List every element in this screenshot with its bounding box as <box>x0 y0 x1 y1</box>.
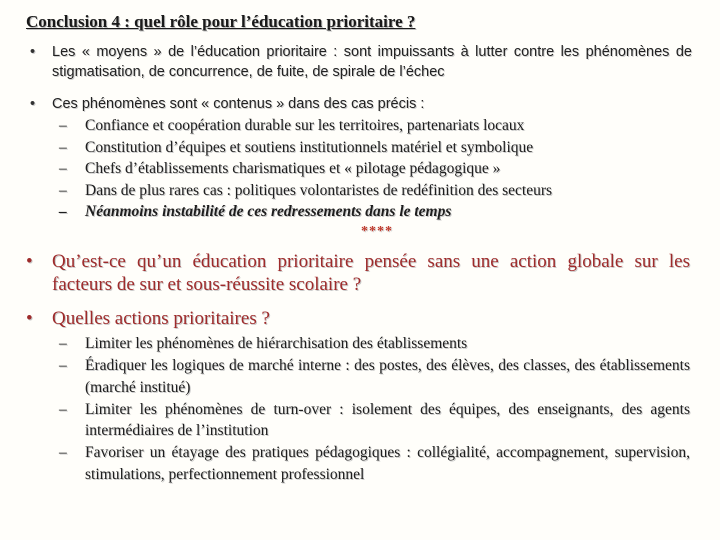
dash-glyph: – <box>59 444 67 461</box>
sub-item-hierarchy <box>59 333 690 355</box>
dash-glyph: – <box>59 203 67 220</box>
sub-item-support-text: Favoriser un étayage des pratiques pédagogiques : collégialité, accompagnement, supervision, stimulations, perfectionnement professionnel <box>85 444 690 483</box>
question-priority-actions-text: Quelles actions prioritaires ? <box>52 308 270 329</box>
bullet-means <box>30 42 692 82</box>
sub-item-heads <box>59 158 695 180</box>
sub-item-sectors-text: Dans de plus rares cas : politiques volontaristes de redéfinition des secteurs <box>85 181 553 199</box>
sub-item-market-text: Éradiquer les logiques de marché interne : des postes, des élèves, des classes, des établissements (marché institué) <box>85 357 690 396</box>
slide-title: Conclusion 4 : quel rôle pour l’éducation prioritaire ? <box>26 12 416 31</box>
sub-item-trust-text: Confiance et coopération durable sur les territoires, partenariats locaux <box>85 117 525 134</box>
sub-item-turnover-text: Limiter les phénomènes de turn-over : isolement des équipes, des enseignants, des agents intermédiaires de l’institution <box>85 400 690 439</box>
question-priority-actions <box>26 307 690 330</box>
question-global-action <box>26 250 690 296</box>
sub-item-support <box>59 442 690 485</box>
question-global-action-text: Qu’est-ce qu’un éducation prioritaire pensée sans une action globale sur les facteurs de sur et sous-réussite scolaire ? <box>52 251 690 295</box>
dash-glyph: – <box>59 117 67 134</box>
sub-item-turnover <box>59 399 690 442</box>
sub-item-market <box>59 355 690 398</box>
sub-item-instability <box>59 201 695 223</box>
bullet-glyph: • <box>26 308 33 329</box>
dash-glyph: – <box>59 138 67 156</box>
sub-item-sectors <box>59 180 695 202</box>
separator-stars: **** <box>361 224 393 239</box>
sub-item-instability-text: Néanmoins instabilité de ces redressements dans le temps <box>85 203 452 220</box>
bullet-glyph: • <box>30 96 36 112</box>
sub-item-teams <box>59 137 695 159</box>
sub-item-teams-text: Constitution d’équipes et soutiens institutionnels matériel et symbolique <box>85 138 534 156</box>
bullet-means-text: Les « moyens » de l’éducation prioritaire : sont impuissants à lutter contre les phénomènes de stigmatisation, de concurrence, de fuite, de spirale de l’échec <box>52 44 692 80</box>
sub-item-heads-text: Chefs d’établissements charismatiques et « pilotage pédagogique » <box>85 160 501 177</box>
dash-glyph: – <box>59 181 67 199</box>
bullet-phenomena <box>30 94 692 114</box>
dash-glyph: – <box>59 400 67 418</box>
dash-glyph: – <box>59 357 67 374</box>
dash-glyph: – <box>59 335 67 352</box>
dash-glyph: – <box>59 160 67 177</box>
sub-item-hierarchy-text: Limiter les phénomènes de hiérarchisation des établissements <box>85 335 468 352</box>
bullet-glyph: • <box>26 251 33 272</box>
bullet-glyph: • <box>30 44 36 60</box>
bullet-phenomena-text: Ces phénomènes sont « contenus » dans des cas précis : <box>52 96 425 112</box>
sub-item-trust <box>59 115 695 137</box>
